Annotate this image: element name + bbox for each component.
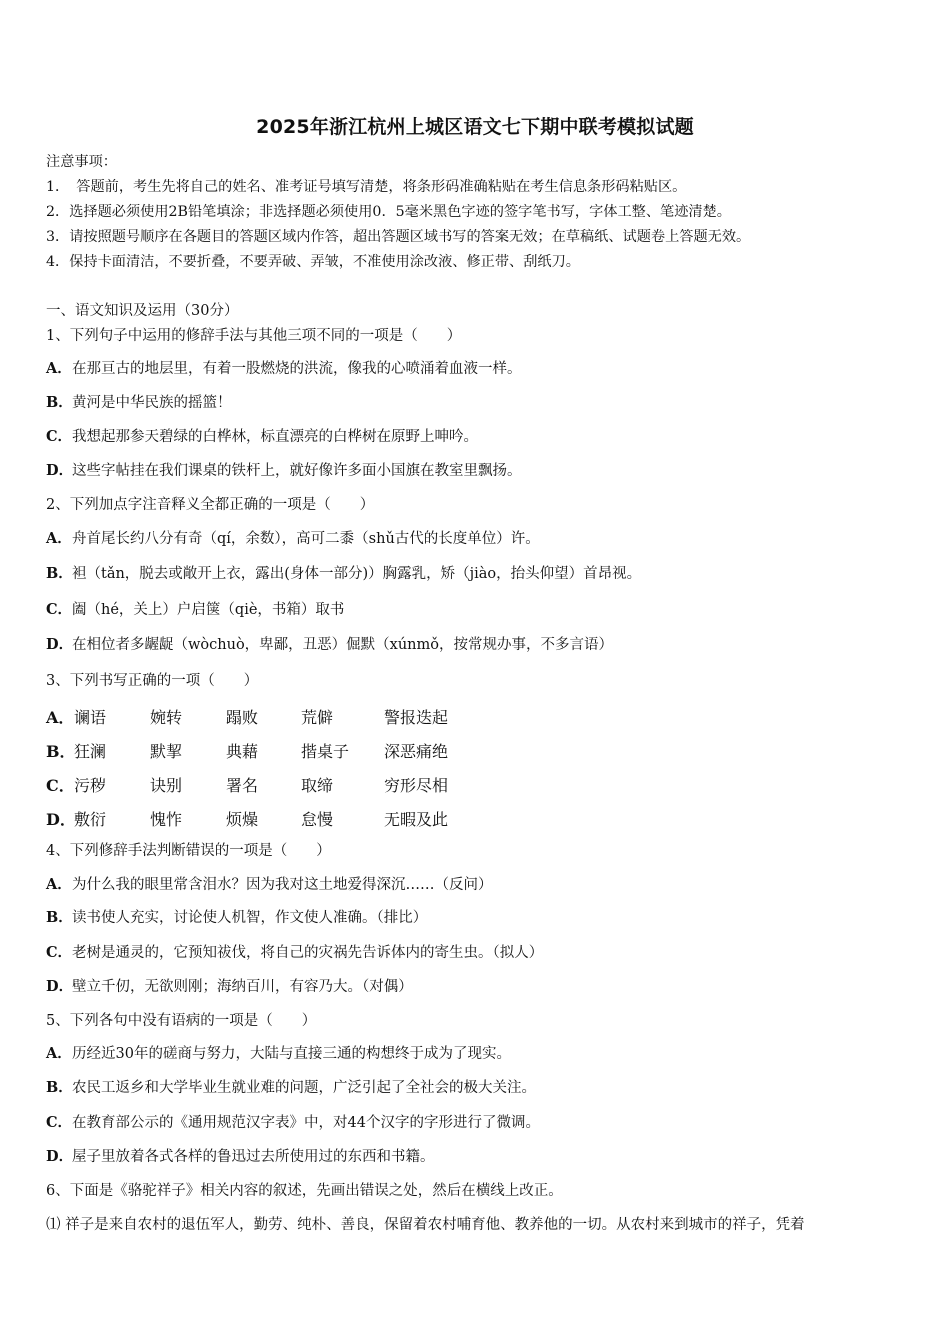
word-cell: 怠慢 [301, 810, 334, 829]
word-cell: 无暇及此 [384, 810, 449, 829]
option-text: 屋子里放着各式各样的鲁迅过去所使用过的东西和书籍。 [72, 1149, 435, 1165]
word-cell: 典藉 [226, 742, 259, 761]
option-label: B． [46, 742, 76, 761]
question-5-option-c [46, 1113, 540, 1133]
option-text: 农民工返乡和大学毕业生就业难的问题，广泛引起了全社会的极大关注。 [72, 1080, 536, 1096]
question-1-option-b [46, 393, 232, 413]
question-2-option-c [46, 600, 344, 620]
option-text: 老树是通灵的，它预知祓伐，将自己的灾祸先告诉体内的寄生虫。（拟人） [72, 945, 544, 961]
notice-item: 1． 答题前，考生先将自己的姓名、准考证号填写清楚，将条形码准确粘贴在考生信息条形码粘贴区。 [46, 179, 687, 195]
word-cell: 穷形尽相 [384, 776, 449, 795]
word-cell: 深恶痛绝 [384, 742, 449, 761]
question-4-option-c [46, 943, 543, 963]
option-label: C． [46, 776, 75, 795]
option-label: B． [46, 1079, 73, 1096]
option-text: 历经近30年的磋商与努力，大陆与直接三通的构想终于成为了现实。 [72, 1046, 511, 1062]
question-4-option-b [46, 908, 427, 928]
notice-heading: 注意事项： [46, 154, 117, 170]
option-label: D． [46, 636, 74, 653]
option-label: C． [46, 601, 73, 618]
option-label: D． [46, 978, 74, 995]
option-text: 袒（tǎn，脱去或敞开上衣，露出(身体一部分)）胸露乳，矫（jiào，抬头仰望）首昂视。 [72, 566, 642, 582]
option-text: 在相位者多龌龊（wòchuò，卑鄙，丑恶）倔默（xúnmǒ，按常规办事，不多言语） [72, 637, 614, 653]
word-cell: 污秽 [74, 776, 107, 795]
question-2-option-b [46, 564, 641, 584]
notice-item: 2．选择题必须使用2B铅笔填涂；非选择题必须使用0．5毫米黑色字迹的签字笔书写，字体工整、笔迹清楚。 [46, 204, 731, 220]
question-4-option-d [46, 977, 413, 997]
option-text: 这些字帖挂在我们课桌的铁杆上，就好像许多面小国旗在教室里飘扬。 [72, 463, 522, 479]
question-5-option-a [46, 1044, 511, 1064]
question-4-option-a [46, 875, 493, 895]
question-4-stem: 4、下列修辞手法判断错误的一项是（ ） [46, 843, 331, 859]
question-6-paragraph-1: ⑴ 祥子是来自农村的退伍军人，勤劳、纯朴、善良，保留着农村哺育他、教养他的一切。从农村来到城市的祥子，凭着 [46, 1217, 805, 1233]
option-label: B． [46, 565, 73, 582]
option-label: B． [46, 909, 73, 926]
question-3-stem: 3、下列书写正确的一项（ ） [46, 673, 259, 689]
option-text: 为什么我的眼里常含泪水？因为我对这土地爱得深沉……（反问） [72, 877, 493, 893]
word-cell: 敷衍 [74, 810, 107, 829]
question-2-option-d [46, 635, 613, 655]
word-cell: 婉转 [150, 708, 183, 727]
word-cell: 谰语 [74, 708, 107, 727]
question-1-option-a [46, 359, 522, 379]
option-label: A． [46, 360, 72, 377]
word-cell: 揩桌子 [301, 742, 350, 761]
option-text: 阖（hé，关上）户启箧（qiè，书箱）取书 [72, 602, 345, 618]
option-text: 在那亘古的地层里，有着一股燃烧的洪流，像我的心喷涌着血液一样。 [72, 361, 522, 377]
option-label: A． [46, 1045, 72, 1062]
option-text: 在教育部公示的《通用规范汉字表》中，对44个汉字的字形进行了微调。 [72, 1115, 540, 1131]
option-label: A． [46, 708, 75, 727]
word-cell: 警报迭起 [384, 708, 449, 727]
word-cell: 蹋败 [226, 708, 259, 727]
question-5-stem: 5、下列各句中没有语病的一项是（ ） [46, 1013, 317, 1029]
notice-item: 4．保持卡面清洁，不要折叠，不要弄破、弄皱，不准使用涂改液、修正带、刮纸刀。 [46, 254, 580, 270]
option-label: A． [46, 876, 72, 893]
option-text: 舟首尾长约八分有奇（qí，余数），高可二黍（shǔ古代的长度单位）许。 [72, 531, 540, 547]
word-cell: 取缔 [301, 776, 334, 795]
option-text: 壁立千仞，无欲则刚；海纳百川，有容乃大。（对偶） [72, 979, 413, 995]
option-text: 读书使人充实，讨论使人机智，作文使人准确。（排比） [72, 910, 428, 926]
word-cell: 荒僻 [301, 708, 334, 727]
word-cell: 署名 [226, 776, 259, 795]
option-label: A． [46, 530, 72, 547]
option-label: C． [46, 1114, 73, 1131]
question-6-stem: 6、下面是《骆驼祥子》相关内容的叙述，先画出错误之处，然后在横线上改正。 [46, 1183, 563, 1199]
question-1-option-d [46, 461, 522, 481]
word-cell: 狂澜 [74, 742, 107, 761]
option-label: C． [46, 428, 73, 445]
option-label: C． [46, 944, 73, 961]
question-2-stem: 2、下列加点字注音释义全都正确的一项是（ ） [46, 497, 375, 513]
question-5-option-d [46, 1147, 435, 1167]
word-cell: 诀别 [150, 776, 183, 795]
option-label: D． [46, 462, 74, 479]
question-5-option-b [46, 1078, 536, 1098]
option-text: 黄河是中华民族的摇篮！ [72, 395, 232, 411]
question-2-option-a [46, 529, 540, 549]
question-1-option-c [46, 427, 478, 447]
word-cell: 愧怍 [150, 810, 183, 829]
page-title: 2025年浙江杭州上城区语文七下期中联考模拟试题 [256, 116, 694, 138]
word-cell: 烦燥 [226, 810, 259, 829]
notice-item: 3．请按照题号顺序在各题目的答题区域内作答，超出答题区域书写的答案无效；在草稿纸、试题卷上答题无效。 [46, 229, 751, 245]
word-cell: 默挈 [150, 742, 183, 761]
option-label: B． [46, 394, 73, 411]
option-label: D． [46, 810, 76, 829]
option-label: D． [46, 1148, 74, 1165]
option-text: 我想起那参天碧绿的白桦林，标直漂亮的白桦树在原野上呻吟。 [72, 429, 478, 445]
question-1-stem: 1、下列句子中运用的修辞手法与其他三项不同的一项是（ ） [46, 328, 462, 344]
section-heading: 一、语文知识及运用（30分） [46, 303, 239, 319]
